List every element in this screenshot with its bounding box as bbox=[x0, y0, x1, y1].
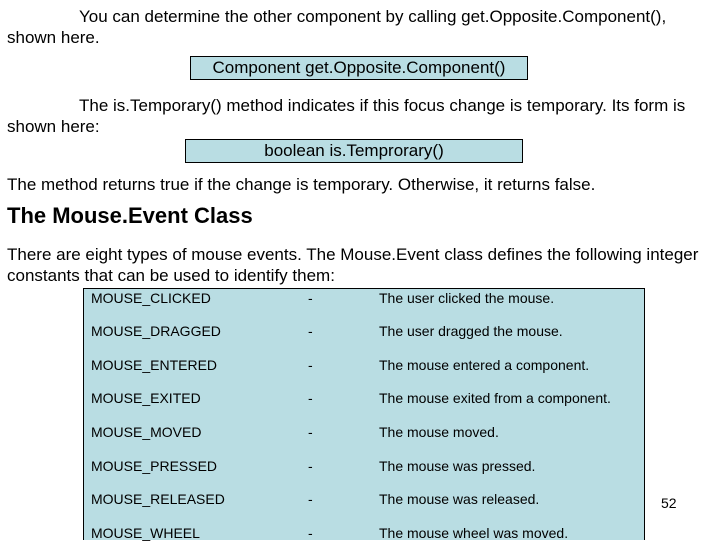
separator-dash: - bbox=[308, 491, 313, 507]
separator-dash: - bbox=[308, 357, 313, 373]
separator-dash: - bbox=[308, 390, 313, 406]
constant-description: The mouse entered a component. bbox=[379, 357, 590, 373]
separator-dash: - bbox=[308, 323, 313, 339]
table-row bbox=[84, 356, 644, 376]
code-signature-is-temporary: boolean is.Temprorary() bbox=[185, 139, 523, 163]
constant-name: MOUSE_RELEASED bbox=[91, 491, 225, 507]
code-signature-opposite-component: Component get.Opposite.Component() bbox=[190, 56, 528, 80]
constant-description: The mouse exited from a component. bbox=[379, 390, 611, 406]
constant-name: MOUSE_EXITED bbox=[91, 390, 201, 406]
table-row bbox=[84, 322, 644, 342]
constant-description: The user dragged the mouse. bbox=[379, 323, 563, 339]
separator-dash: - bbox=[308, 290, 313, 306]
constant-name: MOUSE_WHEEL bbox=[91, 525, 200, 541]
table-row bbox=[84, 423, 644, 443]
constant-name: MOUSE_MOVED bbox=[91, 424, 202, 440]
constant-description: The mouse was released. bbox=[379, 491, 540, 507]
mouse-event-constants-table bbox=[83, 288, 645, 540]
constant-name: MOUSE_CLICKED bbox=[91, 290, 211, 306]
table-row bbox=[84, 490, 644, 510]
constant-name: MOUSE_PRESSED bbox=[91, 458, 218, 474]
table-row bbox=[84, 389, 644, 409]
constant-description: The mouse wheel was moved. bbox=[379, 525, 569, 541]
paragraph-mouse-events-intro: There are eight types of mouse events. The Mouse.Event class defines the following integer constants that can be used to identify them: bbox=[7, 245, 699, 285]
table-row bbox=[84, 457, 644, 477]
constant-description: The user clicked the mouse. bbox=[379, 290, 555, 306]
constant-description: The mouse was pressed. bbox=[379, 458, 536, 474]
constant-name: MOUSE_DRAGGED bbox=[91, 323, 221, 339]
table-row bbox=[84, 524, 644, 544]
separator-dash: - bbox=[308, 458, 313, 474]
table-row bbox=[84, 289, 644, 309]
constant-name: MOUSE_ENTERED bbox=[91, 357, 218, 373]
paragraph-returns: The method returns true if the change is temporary. Otherwise, it returns false. bbox=[7, 175, 596, 194]
separator-dash: - bbox=[308, 525, 313, 541]
constant-description: The mouse moved. bbox=[379, 424, 499, 440]
paragraph-is-temporary: The is.Temporary() method indicates if this focus change is temporary. Its form is shown here: bbox=[7, 96, 686, 136]
separator-dash: - bbox=[308, 424, 313, 440]
paragraph-opposite-component: You can determine the other component by calling get.Opposite.Component(), shown here. bbox=[7, 7, 667, 47]
page-number: 52 bbox=[661, 495, 677, 511]
section-heading: The Mouse.Event Class bbox=[7, 203, 253, 228]
